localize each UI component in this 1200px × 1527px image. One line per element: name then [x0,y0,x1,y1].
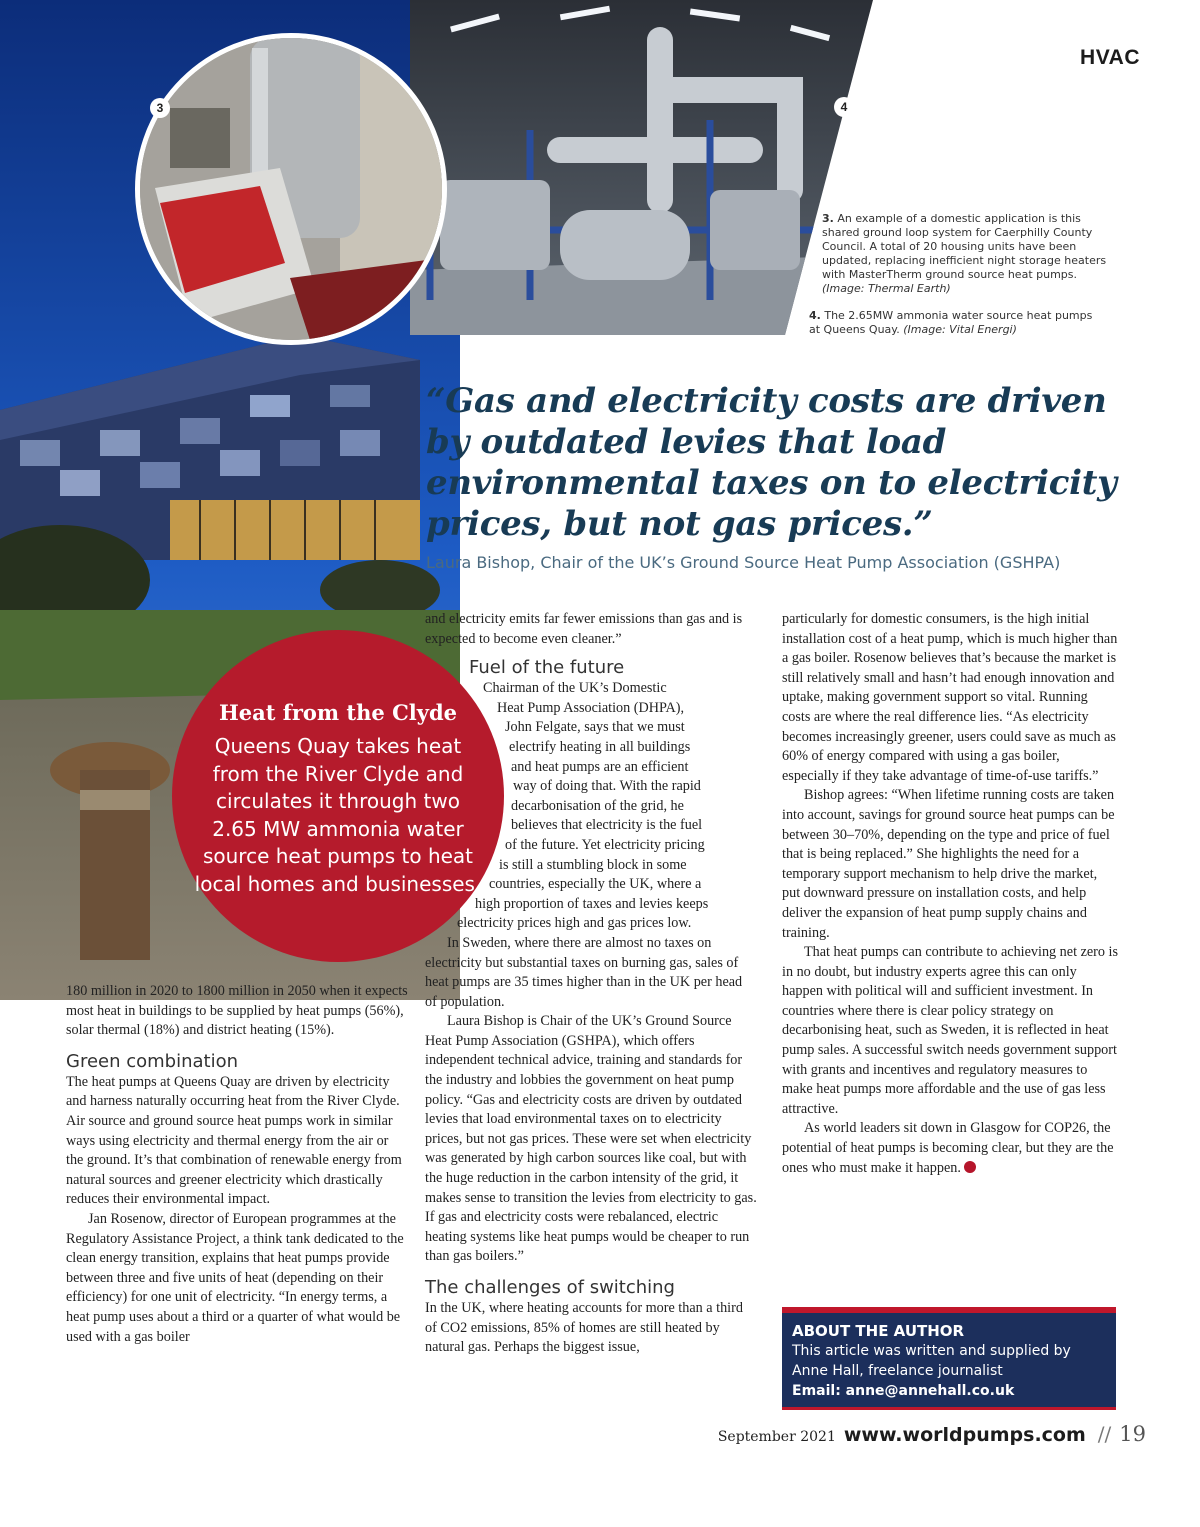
quote-attribution: Laura Bishop, Chair of the UK’s Ground Source Heat Pump Association (GSHPA) [426,553,1061,572]
text-line: Chairman of the UK’s Domestic [483,680,667,697]
caption-number: 4. [809,309,821,322]
photo-marker-3: 3 [150,98,170,118]
photo-marker-4: 4 [834,97,854,117]
text-line: is still a stumbling block in some [499,856,687,873]
paragraph: Jan Rosenow, director of European programmes at the Regulatory Assistance Project, a think tank dedicated to the clean energy transition, explains that heat pumps provide between three and five units of heat (depending on their efficiency) for one unit of electricity. “In energy terms, a heat pump uses about a third or a quarter of what would be used with a gas boiler [66,1210,404,1345]
domestic-heat-pump-photo [135,33,447,345]
subheading-challenges-of-switching: The challenges of switching [425,1277,675,1298]
pull-quote: “Gas and electricity costs are driven by outdated levies that load environmental taxes on to electricity prices, but not gas prices.” [426,381,1117,544]
text-line: high proportion of taxes and levies keeps [475,895,709,912]
article-column-1 [66,982,408,1347]
text-line: electricity prices high and gas prices low. [457,915,692,932]
caption-text: An example of a domestic application is this shared ground loop system for Caerphilly County Council. A total of 20 housing units have been updated, replacing inefficient night storage heaters with MasterTherm ground source heat pumps. [822,212,1107,281]
author-heading: ABOUT THE AUTHOR [792,1322,965,1340]
about-the-author-box [782,1307,1116,1410]
author-text: This article was written and supplied by Anne Hall, freelance journalist [792,1343,1071,1379]
paragraph: Laura Bishop is Chair of the UK’s Ground Source Heat Pump Association (GSHPA), which offers independent technical advice, training and standards for the industry and lobbies the government on heat pump policy. “Gas and electricity costs are driven by outdated levies that load environmental taxes on to electricity prices, but not gas prices. These were set when electricity was generated by high carbon sources like coal, but with the huge reduction in the carbon intensity of the grid, it makes sense to transition the levies from electricity to gas. If gas and electricity costs were rebalanced, electric heating systems like heat pumps would be cheaper to run than gas boilers.” [425,1013,757,1265]
website-link[interactable]: www.worldpumps.com [843,1424,1086,1446]
paragraph: In the UK, where heating accounts for more than a third of CO2 emissions, 85% of homes are still heated by natural gas. Perhaps the biggest issue, [425,1300,743,1356]
paragraph: 180 million in 2020 to 1800 million in 2050 when it expects most heat in buildings to be supplied by heat pumps (56%), solar thermal (18%) and district heating (15%). [66,983,408,1039]
page-footer [700,1422,1146,1446]
paragraph-text: As world leaders sit down in Glasgow for COP26, the potential of heat pumps is becoming clear, but they are the ones who must make it happen. [782,1120,1114,1176]
text-line: electrify heating in all buildings [509,738,691,755]
end-of-article-icon [964,1161,976,1173]
text-line: countries, especially the UK, where a [489,876,702,893]
text-line: decarbonisation of the grid, he [511,797,684,814]
text-line: believes that electricity is the fuel [511,817,703,834]
paragraph: and electricity emits far fewer emissions than gas and is expected to become even cleaner.” [425,611,743,647]
sidebar-text: Queens Quay takes heat from the River Clyde and circulates it through two 2.65 MW ammonia water source heat pumps to heat local homes and businesses. [194,734,482,896]
photo-caption-3 [822,212,1107,296]
section-label: HVAC [1080,46,1140,69]
paragraph: That heat pumps can contribute to achieving net zero is in no doubt, but industry experts agree this can only happen with political will and sufficient investment. In countries where there is clear policy strategy on decarbonising heat, such as Sweden, it is reflected in heat pump sales. A successful switch needs government support with grants and incentives and regulatory measures to make heat pumps more affordable and the use of gas less attractive. [782,944,1118,1117]
paragraph [782,1119,1118,1178]
author-email[interactable]: Email: anne@annehall.co.uk [792,1383,1015,1399]
text-line: way of doing that. With the rapid [513,778,701,795]
issue-date: September 2021 [717,1429,836,1445]
photo-caption-4 [809,309,1099,337]
paragraph: The heat pumps at Queens Quay are driven by electricity and harness naturally occurring heat from the River Clyde. Air source and ground source heat pumps work in similar ways using electricity and thermal energy from the air or the ground. It’s that combination of renewable energy from natural sources and greener electricity which drastically reduces their environmental impact. [66,1073,402,1208]
text-line: Heat Pump Association (DHPA), [497,699,685,716]
subheading-green-combination: Green combination [66,1050,239,1072]
footer-separator: // [1097,1422,1112,1446]
caption-text: The 2.65MW ammonia water source heat pumps at Queens Quay. [809,309,1093,336]
paragraph: Bishop agrees: “When lifetime running costs are taken into account, savings for ground source heat pumps can be between 30–70%, depending on the type and price of fuel that is being replaced.” She highlights the need for a temporary support mechanism to help drive the market, put downward pressure on installation costs, and help deliver the expansion of heat pump supply chains and training. [782,787,1115,941]
article-column-3 [782,610,1118,1178]
paragraph: particularly for domestic consumers, is the high initial installation cost of a heat pump, which is much higher than a gas boiler. Rosenow believes that’s because the market is still relatively small and hasn’t had enough innovation and uptake, making government support so vital. Running costs are where the real difference lies. “As electricity becomes increasingly greener, users could save as much as 60% of energy compared with using a gas boiler, especially if they take advantage of time-of-use tariffs.” [782,611,1118,784]
paragraph: In Sweden, where there are almost no taxes on electricity but substantial taxes on burning gas, sales of heat pumps are 35 times higher than in the UK per head of population. [425,934,743,1010]
subheading-fuel-of-the-future: Fuel of the future [469,657,625,679]
text-line: and heat pumps are an efficient [511,758,689,775]
caption-credit: (Image: Thermal Earth) [822,282,951,295]
plant-room-photo [410,0,880,335]
caption-number: 3. [822,212,834,225]
sidebar-title: Heat from the Clyde [218,700,458,725]
caption-credit: (Image: Vital Energi) [903,323,1017,336]
text-line: John Felgate, says that we must [505,719,685,736]
page-number: 19 [1119,1422,1146,1446]
text-line: of the future. Yet electricity pricing [505,836,705,853]
